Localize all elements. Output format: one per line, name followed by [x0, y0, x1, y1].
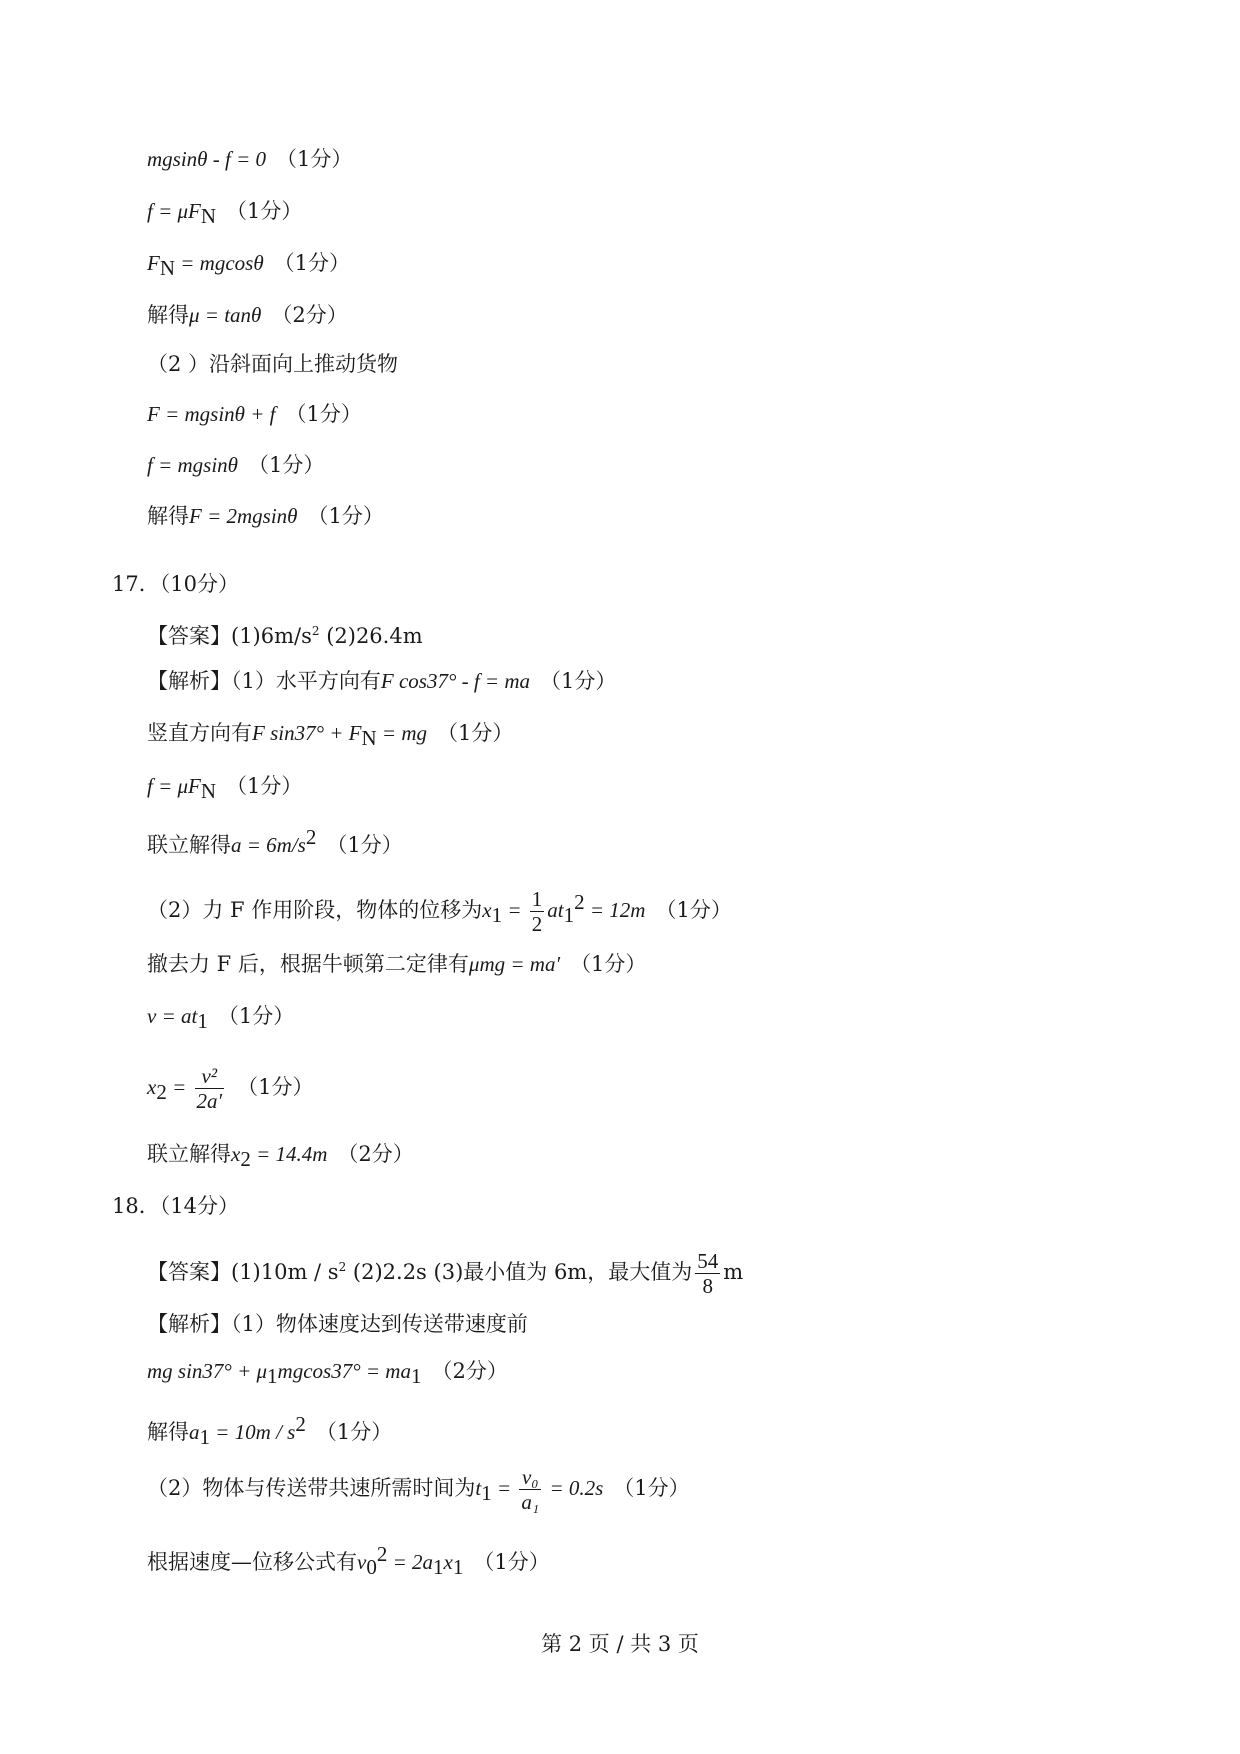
equation: F = 2mgsinθ: [189, 504, 298, 528]
q17-line-7: $v = at_1$ （1分）: [147, 1004, 295, 1034]
score: （1分）: [226, 199, 303, 223]
eq-line-1: [147, 145, 352, 173]
q18-line-4: 根据速度—位移公式有$v_0^2 = 2a_1x_1$ （1分）: [147, 1542, 550, 1580]
eq-line-3: $F_N = mgcos\theta$ （1分）: [147, 251, 351, 281]
equation: f = μF: [147, 199, 201, 223]
equation: f = mgsinθ: [147, 453, 238, 477]
q18-analysis: 【解析】（1）物体速度达到传送带速度前: [147, 1312, 528, 1336]
q17-answer: 【答案】$(1)6m/s^2$ (2)26.4m: [147, 624, 423, 648]
eq-line-4: 解得μ = tanθ （2分）: [147, 303, 348, 327]
q17-line-8: $x_2$ = $\frac{\text{v²}}{2a'}$ （1分）: [147, 1064, 314, 1113]
q17-line-9: 联立解得$x_2 = 14.4m$ （2分）: [147, 1142, 414, 1172]
q18-answer: 【答案】$(1)10m / s^2$ (2)2.2s (3)最小值为 6m，最大值为 $\frac{54}{8}$ m: [147, 1249, 744, 1298]
q17-line-2: 竖直方向有F $\sin 37^\circ + F_N$ = mg （1分）: [147, 721, 514, 751]
equation: F cos37° - f = ma: [380, 669, 531, 693]
fraction: $\frac{1}{2}$: [531, 887, 543, 936]
eq-line-2: $f = \mu F_N$ （1分）: [147, 199, 303, 229]
score: （1分）: [307, 504, 384, 528]
equation: F = mgsinθ + f: [147, 402, 276, 426]
q18-line-2: 解得$a_1 = 10m / s^2$ （1分）: [147, 1412, 393, 1450]
score: （2分）: [271, 303, 348, 327]
eq-line-7: [147, 451, 324, 479]
fraction: $\frac{\text{v²}}{2a'}$: [196, 1064, 223, 1113]
equation: mgsinθ - f = 0: [147, 147, 266, 171]
fraction: $\frac{54}{8}$: [697, 1249, 719, 1298]
q17-line-5: （2）力 F 作用阶段，物体的位移为$x_1$ = $\frac{1}{2}$ $at_1^2 = 12m$ （1分）: [147, 887, 732, 936]
q18-heading: 18．（14分）: [112, 1194, 239, 1218]
q17-line-3: $f = \mu F_N$ （1分）: [147, 774, 303, 804]
fraction: $\frac{\text{v₀}}{\text{a₁}}$: [521, 1465, 540, 1514]
q18-line-3: （2）物体与传送带共速所需时间为$t_1$ = $\frac{\text{v₀}}{\text{a₁}}$ = 0.2s （1分）: [147, 1465, 690, 1514]
score: （1分）: [285, 402, 362, 426]
page-footer: 第 2 页 / 共 3 页: [541, 1632, 699, 1656]
score: （1分）: [273, 251, 351, 275]
equation: F: [147, 251, 160, 275]
subheading-line: （2 ）沿斜面向上推动货物: [147, 352, 399, 376]
score: （1分）: [248, 453, 325, 477]
eq-line-6: [147, 400, 362, 428]
q17-line-4: 联立解得$a = 6m/s^2$ （1分）: [147, 825, 403, 857]
q17-line-1: 【解析】（1）水平方向有F cos37° - f = ma （1分）: [147, 669, 617, 693]
q17-heading: 17．（10分）: [112, 572, 239, 596]
equation: μ = tanθ: [189, 303, 262, 327]
q18-line-1: mg $\sin 37^\circ + \mu_1mgcos37^\circ = ma_1$ （2分）: [147, 1359, 508, 1389]
q17-line-6: 撤去力 F 后，根据牛顿第二定律有μmg = ma′ （1分）: [147, 952, 647, 976]
score: （1分）: [276, 147, 353, 171]
eq-line-8: 解得F = 2mgsinθ （1分）: [147, 504, 384, 528]
